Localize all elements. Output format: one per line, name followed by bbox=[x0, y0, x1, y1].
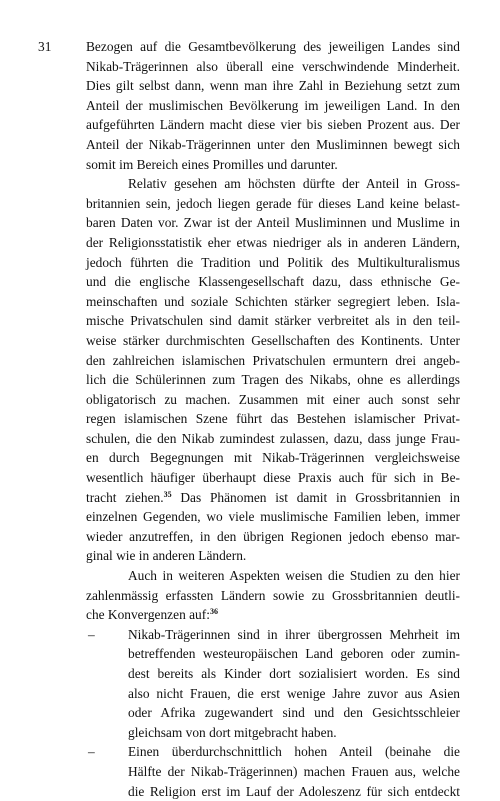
text-segment: Das Phänomen ist damit in Grossbritannien in bbox=[180, 489, 460, 505]
text-line: Anteil der muslimischen Bevölkerung im jeweiligen Land. In den bbox=[86, 97, 460, 113]
text-line: Nikab-Trägerinnen also überall eine verschwindende Minderheit. bbox=[86, 58, 460, 74]
text-line-with-footnote bbox=[86, 488, 460, 508]
text-line: somit im Bereich eines Promilles und darunter. bbox=[86, 156, 338, 172]
text-line: oder Afrika zugewandert sind und den Gesichtsschleier bbox=[128, 705, 460, 721]
text-line: dest bereits als Kinder dort sozialisiert worden. Es sind bbox=[128, 666, 460, 681]
text-line: weise stärker durchmischten Gesellschaften des Kontinents. Unter bbox=[86, 332, 460, 348]
text-line: einzelnen Gegenden, wo viele muslimische Familien leben, immer bbox=[86, 509, 460, 525]
text-line: also nicht Frauen, die erst wenige Jahre zuvor aus Asien bbox=[128, 685, 460, 701]
text-line: Dies gilt selbst dann, wenn man ihre Zahl in Beziehung setzt zum bbox=[86, 78, 460, 94]
text-line: obligatorisch zu machen. Zusammen mit einer auch sonst sehr bbox=[86, 391, 460, 407]
text-line: Hälfte der Nikab-Trägerinnen) machen Frauen aus, welche bbox=[128, 763, 460, 779]
text-line: schulen, die den Nikab zumindest zulassen, dazu, dass junge Frau- bbox=[86, 430, 460, 446]
paragraph-2 bbox=[86, 174, 460, 566]
body-text bbox=[86, 37, 460, 801]
text-line: meinschaften und soziale Schichten stärker segregiert leben. Isla- bbox=[86, 293, 460, 309]
footnote-marker-35: 35 bbox=[163, 489, 172, 499]
footnote-marker-36: 36 bbox=[209, 607, 218, 617]
text-segment: tracht ziehen. bbox=[86, 489, 164, 505]
text-line: die Religion erst im Lauf der Adoleszenz für sich entdeckt bbox=[128, 783, 460, 799]
text-line: Anteil der Nikab-Trägerinnen unter den Musliminnen bewegt sich bbox=[86, 136, 460, 152]
text-line: betreffenden westeuropäischen Land geboren oder zumin- bbox=[128, 646, 460, 662]
text-line: Einen überdurchschnittlich hohen Anteil (beinahe die bbox=[128, 744, 460, 760]
text-line: mische Privatschulen sind damit stärker verbreitet als in den teil- bbox=[86, 313, 460, 329]
text-line: en durch Begegnungen mit Nikab-Trägerinnen vergleichsweise bbox=[86, 450, 460, 466]
text-line: Relativ gesehen am höchsten dürfte der Anteil in Gross- bbox=[128, 176, 460, 192]
text-line: Bezogen auf die Gesamtbevölkerung des jeweiligen Landes sind bbox=[86, 39, 460, 54]
text-line: baren Daten vor. Zwar ist der Anteil Musliminnen und Muslime in bbox=[86, 215, 460, 231]
text-line: gleichsam von dort mitgebracht haben. bbox=[128, 724, 337, 740]
text-line: britannien sein, jedoch liegen gerade für dieses Land keine belast- bbox=[86, 195, 460, 211]
text-line: wesentlich häufiger überhaupt diese Praxis auch für sich in Be- bbox=[86, 470, 460, 486]
paragraph-3 bbox=[86, 566, 460, 625]
text-line: lich die Schülerinnen zum Tragen des Nikabs, ohne es allerdings bbox=[86, 372, 460, 388]
list-item bbox=[86, 625, 460, 743]
text-line: und die englische Klassengesellschaft dazu, dass ethnische Ge- bbox=[86, 274, 460, 290]
dash-list bbox=[86, 625, 460, 801]
paragraph-1 bbox=[86, 37, 460, 174]
text-line: Nikab-Trägerinnen sind in ihrer übergrossen Mehrheit im bbox=[128, 626, 460, 642]
text-line: wieder anzutreffen, in den übrigen Regionen jedoch ebenso mar- bbox=[86, 528, 460, 544]
text-line: ginal wie in anderen Ländern. bbox=[86, 548, 247, 564]
text-line: Auch in weiteren Aspekten weisen die Studien zu den hier bbox=[128, 568, 460, 584]
text-line: regen islamischen Szene führt das Bestehen islamischer Privat- bbox=[86, 411, 460, 427]
text-line: den zahlreichen islamischen Privatschulen ermuntern drei angeb- bbox=[86, 352, 460, 368]
text-line: zahlenmässig erfassten Ländern sowie zu Grossbritannien deutli- bbox=[86, 587, 460, 603]
text-segment: che Konvergenzen auf: bbox=[86, 607, 210, 623]
list-item bbox=[86, 742, 460, 801]
text-line-with-footnote bbox=[86, 605, 460, 625]
dash-bullet: – bbox=[88, 626, 95, 642]
text-line: jedoch führten die Tradition und Politik des Multikulturalismus bbox=[86, 254, 460, 270]
text-line: der Religionsstatistik eher etwas niedriger als in anderen Ländern, bbox=[86, 234, 460, 250]
dash-bullet: – bbox=[88, 744, 95, 760]
page-number: 31 bbox=[38, 39, 52, 54]
text-line: aufgeführten Ländern macht diese vier bis sieben Prozent aus. Der bbox=[86, 117, 460, 133]
